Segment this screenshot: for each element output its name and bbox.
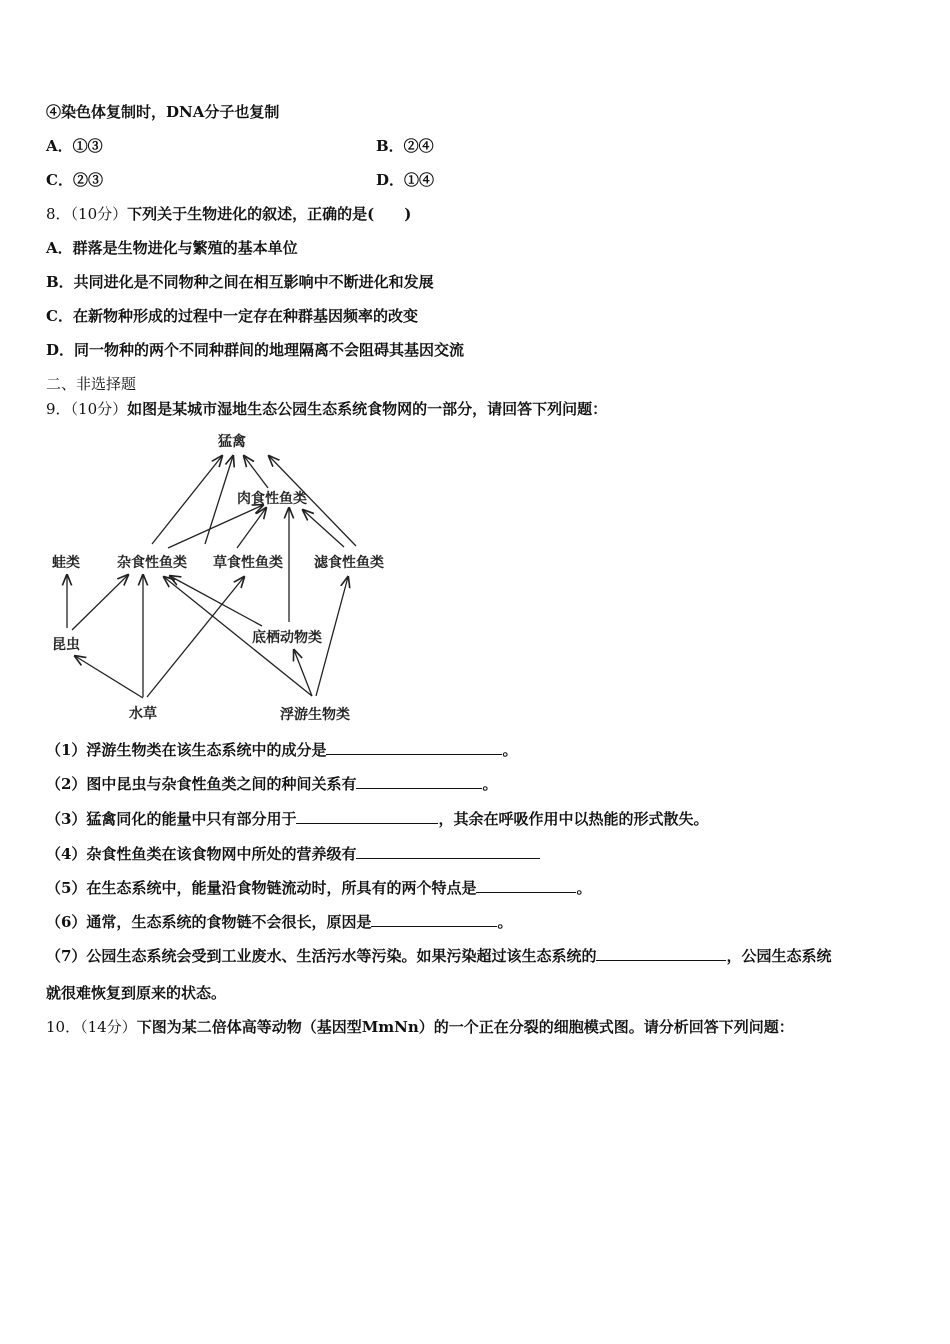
q9-sub-5-text: （5）在生态系统中，能量沿食物链流动时，所具有的两个特点是 [46,879,477,897]
q9-sub-2-end: 。 [482,775,498,793]
q9-points: （10分） [70,400,128,418]
q7-item-4: ④染色体复制时，DNA分子也复制 [46,103,280,121]
q9-sub-7 [46,946,831,966]
arrow-herbivore-to-carnivore [237,508,266,548]
section-heading: 二、非选择题 [46,375,137,393]
q9-sub-4-blank[interactable] [356,844,540,859]
arrow-filter-to-carnivore [303,510,344,547]
node-benthic: 底栖动物类 [252,630,322,646]
q9-sub-1 [46,740,517,760]
q9-sub-4 [46,844,540,864]
arrow-plankton-to-omnivore [164,577,312,696]
q10-points: （14分） [80,1018,137,1036]
arrow-plankton-to-filter [316,577,348,696]
q9-sub-5 [46,878,591,898]
q8-number: 8． [46,205,71,223]
q8-option-b: B．共同进化是不同物种之间在相互影响中不断进化和发展 [46,273,434,291]
q9-sub-1-text: （1）浮游生物类在该生态系统中的成分是 [46,741,327,759]
q7-option-d: D．①④ [376,171,435,189]
q10-stem: 下图为某二倍体高等动物（基因型MmNn）的一个正在分裂的细胞模式图。请分析回答下列问题： [136,1018,794,1036]
node-plankton: 浮游生物类 [280,707,350,723]
q9-sub-2 [46,774,497,794]
node-omnivore-fish: 杂食性鱼类 [117,555,187,571]
q7-option-a: A．①③ [46,137,103,155]
arrow-filter-to-raptor [269,456,356,546]
node-insect: 昆虫 [52,637,80,653]
q9-sub-4-text: （4）杂食性鱼类在该食物网中所处的营养级有 [46,845,357,863]
q7-option-b: B．②④ [376,137,434,155]
q9-sub-6-end: 。 [497,913,513,931]
q7-option-c: C．②③ [46,171,103,189]
q9-sub-7-text: （7）公园生态系统会受到工业废水、生活污水等污染。如果污染超过该生态系统的 [46,947,597,965]
arrow-herbivore-to-raptor [205,456,233,544]
q8-option-a: A．群落是生物进化与繁殖的基本单位 [46,239,298,257]
arrow-insect-to-omnivore [72,575,128,630]
q9-sub-5-blank[interactable] [476,878,576,893]
arrow-omnivore-to-raptor [152,456,222,544]
q9-sub-1-blank[interactable] [326,740,502,755]
q8-option-d: D．同一物种的两个不同种群间的地理隔离不会阻碍其基因交流 [46,341,465,359]
node-raptor: 猛禽 [218,434,246,450]
food-web-arrows [67,456,356,698]
q8-stem-line [46,204,411,224]
q9-sub-3-end: ，其余在呼吸作用中以热能的形式散失。 [438,810,709,828]
q9-stem-line [46,399,607,419]
arrow-plankton-to-benthic [294,650,312,696]
q9-sub-3-blank[interactable] [296,809,438,824]
q9-sub-5-end: 。 [576,879,592,897]
node-herbivore-fish: 草食性鱼类 [213,555,283,571]
arrow-grass-to-insect [75,656,143,698]
arrow-grass-to-herbivore [147,577,244,697]
q9-number: 9． [46,400,71,418]
arrow-carnivore-to-raptor [244,456,268,488]
node-filter-fish: 滤食性鱼类 [314,555,384,571]
node-carnivore-fish: 肉食性鱼类 [237,491,307,507]
q9-sub-7-blank[interactable] [596,946,726,961]
q9-sub-3 [46,809,708,829]
arrow-benthic-to-omnivore [170,576,262,626]
q9-sub-2-blank[interactable] [356,774,482,789]
q10-number: 10． [46,1018,81,1036]
q10-stem-line [46,1017,794,1037]
q9-sub-6 [46,912,512,932]
q9-sub-7-end: ，公园生态系统 [726,947,832,965]
q9-sub-2-text: （2）图中昆虫与杂食性鱼类之间的种间关系有 [46,775,357,793]
q8-option-c: C．在新物种形成的过程中一定存在种群基因频率的改变 [46,307,418,325]
arrow-omnivore-to-carnivore [168,505,263,548]
node-frog: 蛙类 [52,555,80,571]
q9-stem: 如图是某城市湿地生态公园生态系统食物网的一部分，请回答下列问题： [127,400,608,418]
q9-sub-6-blank[interactable] [371,912,497,927]
q9-sub-1-end: 。 [502,741,518,759]
q9-sub-7-continued: 就很难恢复到原来的状态。 [46,984,227,1002]
q8-stem: 下列关于生物进化的叙述，正确的是( ) [127,205,412,223]
q9-sub-6-text: （6）通常，生态系统的食物链不会很长，原因是 [46,913,372,931]
q8-points: （10分） [70,205,128,223]
q9-sub-3-text: （3）猛禽同化的能量中只有部分用于 [46,810,297,828]
node-aquatic-grass: 水草 [129,706,157,722]
